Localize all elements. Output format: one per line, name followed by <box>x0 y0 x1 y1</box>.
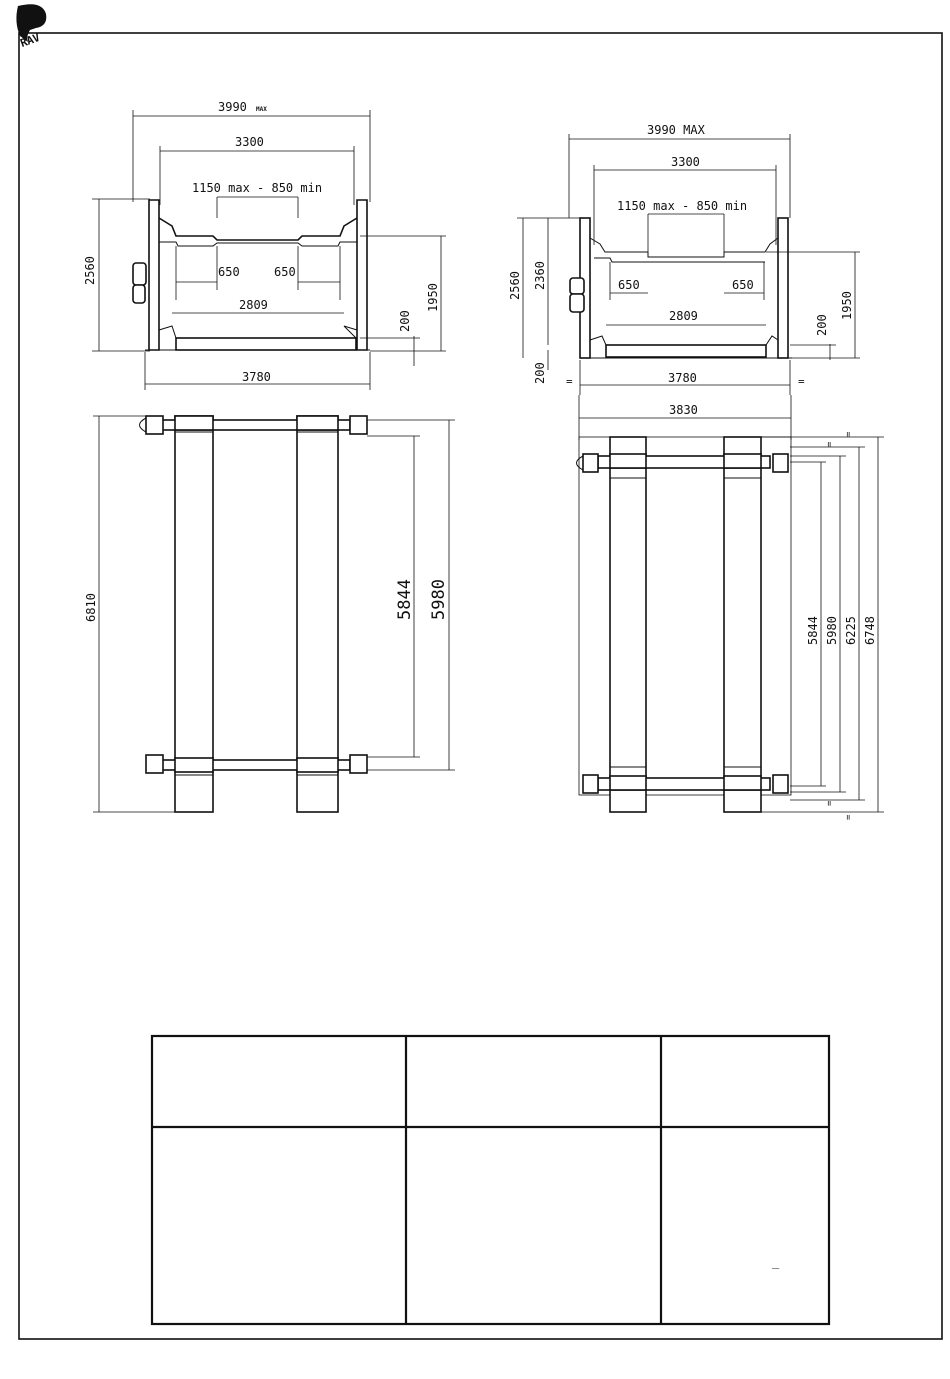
dim-2809-label: 2809 <box>239 298 268 312</box>
dim-5844-label: 5844 <box>395 579 415 620</box>
equal-mark-left: = <box>566 375 573 388</box>
dim-3780-label: 3780 <box>242 370 271 384</box>
dim-5844-right-label: 5844 <box>806 616 820 645</box>
table-note-mark: _ <box>772 1255 780 1269</box>
dim-1950-right-label: 1950 <box>840 291 854 320</box>
dim-6225-label: 6225 <box>844 616 858 645</box>
right-column <box>357 200 367 350</box>
dim-6748-label: 6748 <box>863 616 877 645</box>
dim-650-left-right-label: 650 <box>618 278 640 292</box>
runway-bottom <box>176 338 356 350</box>
dim-5980-label: 5980 <box>429 579 449 620</box>
equal-mark-top-2: = <box>844 431 854 437</box>
dim-650-left-label: 650 <box>218 265 240 279</box>
logo-text: RAV <box>18 30 42 50</box>
post-rear-left <box>146 755 163 773</box>
control-box <box>133 263 146 285</box>
dim-650-right-label: 650 <box>274 265 296 279</box>
dim-1950-label: 1950 <box>426 283 440 312</box>
left-plan-view <box>84 416 455 812</box>
dim-arm-range-label: 1150 max - 850 min <box>192 181 323 195</box>
right-view-right-column <box>778 218 788 358</box>
post-rear-right <box>350 755 367 773</box>
dim-3300-label: 3300 <box>235 135 264 149</box>
dim-6810-label: 6810 <box>84 593 98 622</box>
left-column <box>149 200 159 350</box>
post-front-left <box>146 416 163 434</box>
dim-2560-right-label: 2560 <box>508 271 522 300</box>
right-front-view <box>508 123 860 440</box>
dim-650-right-right-label: 650 <box>732 278 754 292</box>
dim-3990-max-label: 3990 MAX <box>647 123 705 137</box>
dim-5980-right-label: 5980 <box>825 616 839 645</box>
right-plan-view <box>577 431 885 820</box>
dim-2360-label: 2360 <box>533 261 547 290</box>
dim-200-right-label: 200 <box>815 314 829 336</box>
dim-2560-label: 2560 <box>83 256 97 285</box>
right-runway <box>297 416 338 812</box>
right-plan-right-runway <box>724 437 761 812</box>
equal-mark-right: = <box>798 375 805 388</box>
dim-3830-label: 3830 <box>669 403 698 417</box>
left-runway <box>175 416 213 812</box>
dim-3990-label: 3990 <box>218 100 247 114</box>
dim-max-suffix: MAX <box>256 106 267 113</box>
equal-mark-bottom-2: = <box>844 814 854 820</box>
dim-arm-range-right-label: 1150 max - 850 min <box>617 199 748 213</box>
equal-mark-bottom-1: = <box>825 800 835 806</box>
dim-3300-right-label: 3300 <box>671 155 700 169</box>
dim-200-label: 200 <box>398 310 412 332</box>
dim-2809-right-label: 2809 <box>669 309 698 323</box>
post-front-right <box>350 416 367 434</box>
rav-logo <box>16 4 46 50</box>
specification-table <box>152 1036 829 1324</box>
dim-200-left-label: 200 <box>533 362 547 384</box>
table-border <box>152 1036 829 1324</box>
right-plan-left-runway <box>610 437 646 812</box>
dim-3780-right-label: 3780 <box>668 371 697 385</box>
equal-mark-top-1: = <box>825 441 835 447</box>
left-front-view <box>83 100 446 390</box>
